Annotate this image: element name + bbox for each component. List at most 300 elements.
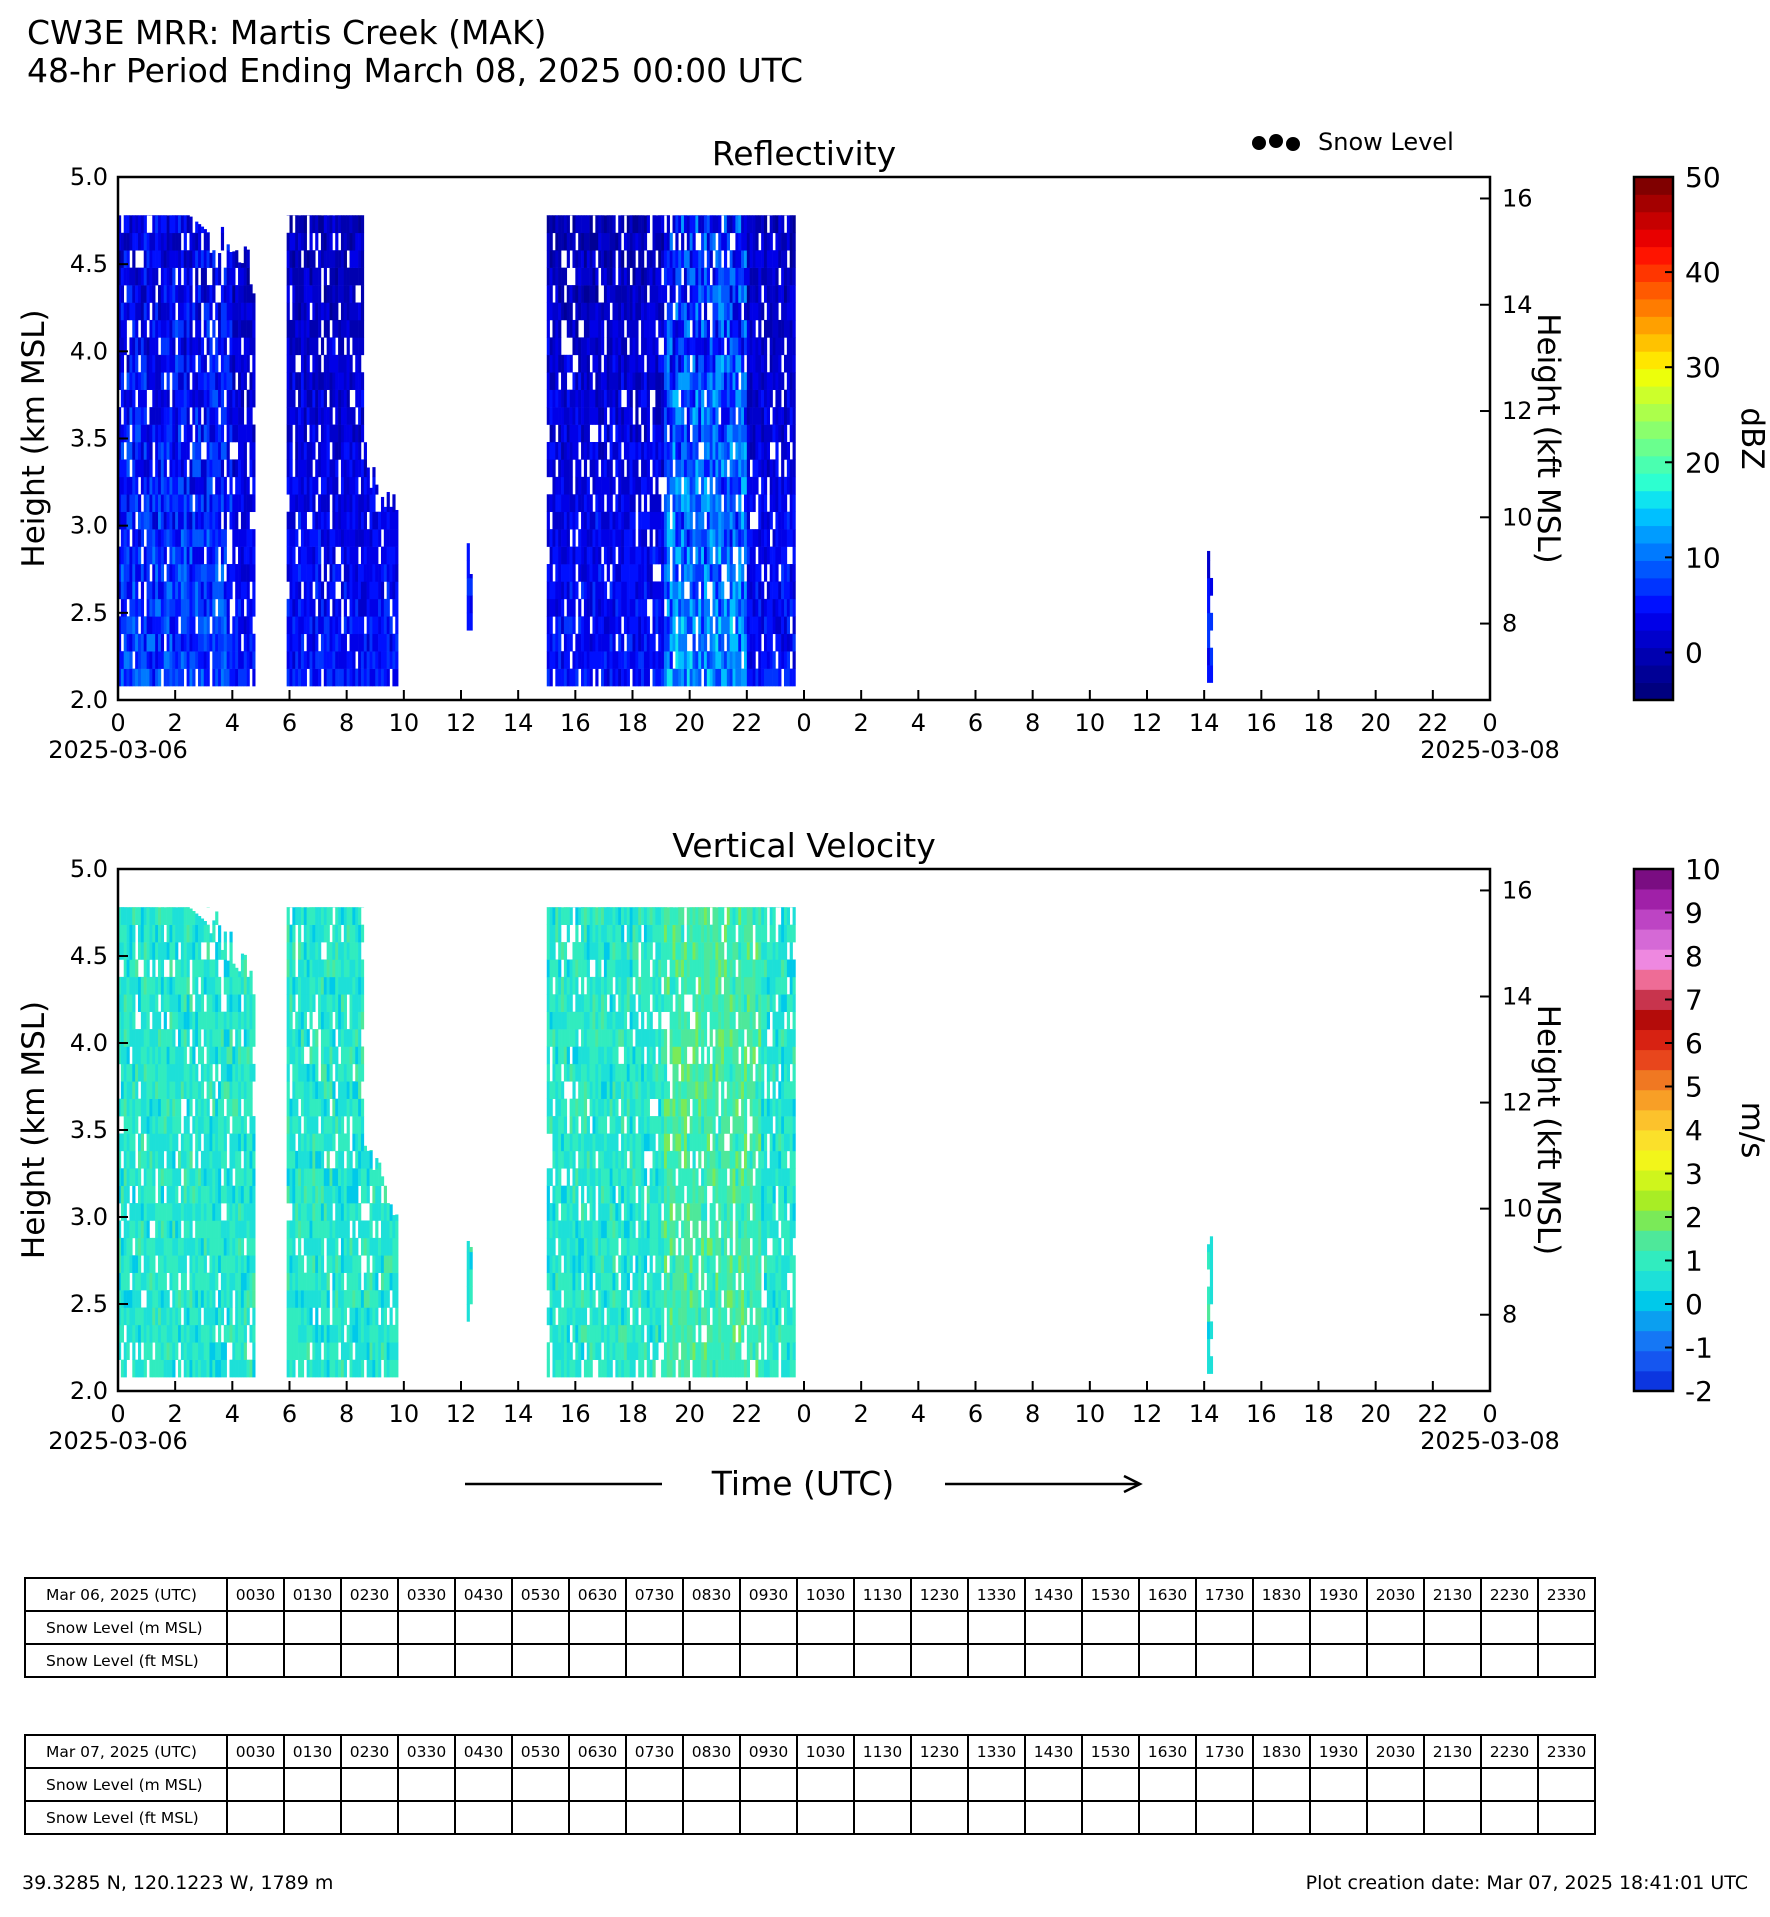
snow-table-cell <box>1310 1768 1367 1801</box>
snow-table-cell <box>1082 1801 1139 1834</box>
snow-table-cell <box>1025 1644 1082 1677</box>
snow-table-cell: 0930 <box>740 1735 797 1768</box>
snow-table-cell <box>1367 1768 1424 1801</box>
snow-table-cell: 1230 <box>911 1735 968 1768</box>
ytick-label-1-5: 4.5 <box>69 942 108 970</box>
snow-table-cell <box>797 1801 854 1834</box>
xtick-label-0-4: 8 <box>339 709 355 737</box>
snow-table-cell <box>1367 1611 1424 1644</box>
ytick-label-0-2: 3.0 <box>69 511 108 540</box>
snow-table-cell: 1930 <box>1310 1735 1367 1768</box>
snow-table-cell <box>227 1768 284 1801</box>
ytick-right-label-0-3: 14 <box>1502 290 1533 319</box>
snow-table-cell: 0830 <box>683 1735 740 1768</box>
snow-table-cell <box>683 1611 740 1644</box>
xtick-label-0-12: 0 <box>796 709 812 737</box>
snow-table-cell: 1030 <box>797 1735 854 1768</box>
xtick-label-1-3: 6 <box>281 1400 298 1428</box>
colorbar-swatch-0-15 <box>1634 421 1673 439</box>
cbtick-label-1-10: 8 <box>1685 940 1703 973</box>
snow-table-cell <box>569 1801 626 1834</box>
cbtick-label-1-2: 0 <box>1685 1288 1703 1321</box>
snow-table-cell: 0230 <box>341 1735 398 1768</box>
ytick-right-label-0-1: 10 <box>1502 503 1533 532</box>
snow-level-marker-1 <box>1252 136 1266 150</box>
xtick-label-0-9: 18 <box>617 709 648 737</box>
snow-table-cell <box>797 1768 854 1801</box>
ytick-label-1-2: 3.0 <box>69 1203 108 1231</box>
snow-table-cell: 2230 <box>1481 1578 1538 1611</box>
xtick-label-1-6: 12 <box>445 1400 477 1428</box>
snow-table-cell <box>1139 1768 1196 1801</box>
snow-table-cell: 0330 <box>398 1578 455 1611</box>
snow-level-marker-2 <box>1269 134 1283 148</box>
snow-table-cell <box>683 1644 740 1677</box>
snow-table-cell <box>1424 1801 1481 1834</box>
xtick-label-0-22: 20 <box>1360 709 1391 737</box>
snow-table-cell <box>455 1768 512 1801</box>
xtick-label-0-5: 10 <box>388 709 420 737</box>
xaxis-end-date-0: 2025-03-08 <box>1420 736 1560 764</box>
snow-table-cell <box>740 1768 797 1801</box>
snow-table-cell <box>968 1611 1025 1644</box>
xtick-label-0-8: 16 <box>560 709 591 737</box>
colorbar-swatch-0-28 <box>1634 194 1673 212</box>
ytick-right-label-1-0: 8 <box>1502 1300 1518 1329</box>
xtick-label-1-18: 12 <box>1131 1400 1163 1428</box>
snow-table-cell: 1330 <box>968 1578 1025 1611</box>
xtick-label-0-3: 6 <box>281 709 298 737</box>
snow-table-cell <box>341 1611 398 1644</box>
xtick-label-0-10: 20 <box>674 709 705 737</box>
snow-table-cell <box>1481 1801 1538 1834</box>
cbtick-label-1-8: 6 <box>1685 1027 1703 1060</box>
colorbar-swatch-0-4 <box>1634 613 1673 631</box>
snow-table-snow-level-m-row <box>25 1768 1595 1801</box>
snow-table-cell <box>911 1768 968 1801</box>
snow-table-cell: 2330 <box>1538 1735 1595 1768</box>
snow-table-cell: 0730 <box>626 1578 683 1611</box>
ytick-label-0-5: 4.5 <box>69 250 108 279</box>
snow-table-cell: 0730 <box>626 1735 683 1768</box>
colorbar-swatch-0-16 <box>1634 404 1673 422</box>
snow-table-cell <box>854 1801 911 1834</box>
colorbar-swatch-0-6 <box>1634 578 1673 596</box>
colorbar-swatch-0-5 <box>1634 595 1673 613</box>
snow-table-cell: 1630 <box>1139 1578 1196 1611</box>
colorbar-swatch-0-18 <box>1634 369 1673 387</box>
snow-table-cell <box>1538 1611 1595 1644</box>
ytick-label-0-4: 4.0 <box>69 337 108 366</box>
snow-table-cell <box>341 1768 398 1801</box>
snow-table-cell <box>797 1644 854 1677</box>
xtick-label-0-16: 8 <box>1025 709 1041 737</box>
colorbar-0 <box>1634 177 1673 700</box>
colorbar-swatch-1-25 <box>1634 869 1673 889</box>
colorbar-swatch-0-7 <box>1634 561 1673 579</box>
colorbar-swatch-1-20 <box>1634 969 1673 989</box>
snow-table-row-label: Snow Level (m MSL) <box>25 1768 227 1801</box>
snow-table-cell: 1830 <box>1253 1578 1310 1611</box>
xtick-label-1-9: 18 <box>617 1400 648 1428</box>
snow-table-cell <box>1196 1801 1253 1834</box>
xtick-label-0-24: 0 <box>1482 709 1498 737</box>
snow-level-legend-label: Snow Level <box>1318 128 1454 156</box>
ytick-label-0-1: 2.5 <box>69 598 108 627</box>
xtick-label-1-12: 0 <box>796 1400 812 1428</box>
ytick-label-1-6: 5.0 <box>69 855 108 883</box>
snow-table-cell: 0030 <box>227 1735 284 1768</box>
snow-table-cell: 0030 <box>227 1578 284 1611</box>
colorbar-swatch-1-7 <box>1634 1230 1673 1250</box>
snow-table-cell <box>512 1801 569 1834</box>
snow-table-cell <box>1538 1768 1595 1801</box>
xtick-label-1-19: 14 <box>1188 1400 1220 1428</box>
xtick-label-0-17: 10 <box>1074 709 1106 737</box>
snow-table-cell: 0130 <box>284 1578 341 1611</box>
cbtick-label-1-11: 9 <box>1685 896 1703 930</box>
xtick-label-1-20: 16 <box>1246 1400 1277 1428</box>
snow-table-cell <box>1367 1801 1424 1834</box>
snow-table-cell: 0530 <box>512 1735 569 1768</box>
xtick-label-1-7: 14 <box>502 1400 534 1428</box>
colorbar-swatch-1-9 <box>1634 1190 1673 1210</box>
colorbar-swatch-0-25 <box>1634 247 1673 265</box>
xtick-label-0-13: 2 <box>853 709 869 737</box>
cbtick-label-0-1: 10 <box>1685 541 1721 575</box>
snow-table-cell: 0630 <box>569 1735 626 1768</box>
xtick-label-1-16: 8 <box>1025 1400 1041 1428</box>
colorbar-swatch-0-23 <box>1634 282 1673 300</box>
snow-table-cell <box>227 1611 284 1644</box>
figure-title-line2: 48-hr Period Ending March 08, 2025 00:00 UTC <box>27 51 804 90</box>
heatmap-field-1 <box>118 907 1213 1377</box>
snow-table-cell <box>626 1768 683 1801</box>
snow-table-cell <box>455 1801 512 1834</box>
colorbar-swatch-0-26 <box>1634 229 1673 247</box>
snow-table-mar06 <box>24 1577 1596 1678</box>
snow-table-cell <box>740 1644 797 1677</box>
snow-table-cell <box>1082 1611 1139 1644</box>
snow-table-snow-level-ft-row <box>25 1801 1595 1834</box>
colorbar-swatch-1-16 <box>1634 1050 1673 1070</box>
colorbar-swatch-1-14 <box>1634 1090 1673 1110</box>
colorbar-swatch-1-24 <box>1634 889 1673 909</box>
colorbar-swatch-1-5 <box>1634 1271 1673 1291</box>
snow-table-cell <box>398 1768 455 1801</box>
ytick-right-label-1-1: 10 <box>1502 1194 1533 1223</box>
snow-table-snow-level-ft-row <box>25 1644 1595 1677</box>
snow-table-cell: 1130 <box>854 1578 911 1611</box>
snow-table-cell: 1530 <box>1082 1735 1139 1768</box>
time-axis-label: Time (UTC) <box>711 1464 895 1503</box>
snow-table-cell <box>683 1801 740 1834</box>
snow-table-row-label: Mar 06, 2025 (UTC) <box>25 1578 227 1611</box>
snow-table-mar07 <box>24 1734 1596 1835</box>
cbtick-label-1-7: 5 <box>1685 1070 1703 1104</box>
snow-table-cell: 2130 <box>1424 1735 1481 1768</box>
snow-table-cell <box>1424 1768 1481 1801</box>
cbtick-label-1-1: -1 <box>1685 1331 1713 1365</box>
xtick-label-0-18: 12 <box>1131 709 1163 737</box>
snow-table-cell <box>626 1801 683 1834</box>
snow-table-cell <box>911 1801 968 1834</box>
xtick-label-1-2: 4 <box>224 1400 240 1428</box>
ylabel-right-1: Height (kft MSL) <box>1530 1004 1566 1256</box>
snow-table-cell: 0430 <box>455 1578 512 1611</box>
snow-table-row-label: Snow Level (ft MSL) <box>25 1801 227 1834</box>
snow-table-cell <box>341 1801 398 1834</box>
xtick-label-0-21: 18 <box>1303 709 1334 737</box>
xtick-label-0-0: 0 <box>110 709 126 737</box>
ytick-label-0-0: 2.0 <box>69 686 108 714</box>
snow-table-cell: 1430 <box>1025 1578 1082 1611</box>
xtick-label-1-0: 0 <box>110 1400 126 1428</box>
snow-table-cell <box>284 1768 341 1801</box>
colorbar-label-0: dBZ <box>1734 407 1770 470</box>
colorbar-swatch-1-13 <box>1634 1110 1673 1130</box>
colorbar-swatch-0-27 <box>1634 212 1673 230</box>
xtick-label-0-1: 2 <box>167 709 183 737</box>
ylabel-left-0: Height (km MSL) <box>16 309 52 568</box>
colorbar-swatch-0-2 <box>1634 648 1673 666</box>
cbtick-label-0-5: 50 <box>1685 161 1721 194</box>
xtick-label-1-11: 22 <box>731 1400 763 1428</box>
xtick-label-1-23: 22 <box>1417 1400 1449 1428</box>
snow-table-snow-level-m-row <box>25 1611 1595 1644</box>
snow-table-cell: 1830 <box>1253 1735 1310 1768</box>
snow-table-cell <box>1481 1611 1538 1644</box>
snow-table-cell <box>911 1611 968 1644</box>
ytick-right-label-1-3: 14 <box>1502 982 1533 1011</box>
colorbar-swatch-0-0 <box>1634 683 1673 701</box>
snow-table-cell <box>512 1611 569 1644</box>
snow-table-cell <box>1538 1801 1595 1834</box>
snow-table-cell <box>626 1644 683 1677</box>
snow-table-cell: 1730 <box>1196 1578 1253 1611</box>
ytick-right-label-1-4: 16 <box>1502 876 1533 905</box>
xtick-label-0-2: 4 <box>224 709 240 737</box>
ytick-label-0-6: 5.0 <box>69 163 108 191</box>
snow-table-cell <box>1196 1611 1253 1644</box>
snow-table-row-label: Snow Level (ft MSL) <box>25 1644 227 1677</box>
colorbar-swatch-0-29 <box>1634 177 1673 195</box>
colorbar-swatch-1-17 <box>1634 1030 1673 1050</box>
snow-table-cell <box>398 1611 455 1644</box>
colorbar-swatch-0-9 <box>1634 526 1673 544</box>
xaxis-start-date-1: 2025-03-06 <box>48 1427 188 1455</box>
xtick-label-0-20: 16 <box>1246 709 1277 737</box>
ytick-right-label-1-2: 12 <box>1502 1088 1533 1117</box>
xtick-label-1-14: 4 <box>910 1400 926 1428</box>
colorbar-swatch-1-4 <box>1634 1291 1673 1311</box>
snow-table-header-row <box>25 1735 1595 1768</box>
snow-table-cell <box>398 1801 455 1834</box>
snow-table-cell: 0230 <box>341 1578 398 1611</box>
snow-table-cell <box>1025 1768 1082 1801</box>
panel-title-0: Reflectivity <box>711 134 897 173</box>
ytick-label-0-3: 3.5 <box>69 424 108 453</box>
snow-table-cell <box>968 1644 1025 1677</box>
xaxis-end-date-1: 2025-03-08 <box>1420 1427 1560 1455</box>
xtick-label-0-6: 12 <box>445 709 477 737</box>
snow-table-cell <box>968 1801 1025 1834</box>
xtick-label-1-10: 20 <box>674 1400 705 1428</box>
ytick-right-label-0-4: 16 <box>1502 184 1533 213</box>
colorbar-swatch-0-12 <box>1634 473 1673 491</box>
snow-table-cell <box>1367 1644 1424 1677</box>
snow-table-cell <box>1481 1768 1538 1801</box>
cbtick-label-1-5: 3 <box>1685 1157 1703 1191</box>
snow-table-row-label: Snow Level (m MSL) <box>25 1611 227 1644</box>
snow-table-cell <box>227 1801 284 1834</box>
xtick-label-0-23: 22 <box>1417 709 1449 737</box>
snow-table-cell: 0830 <box>683 1578 740 1611</box>
xtick-label-1-17: 10 <box>1074 1400 1106 1428</box>
snow-table-cell <box>512 1644 569 1677</box>
snow-table-cell <box>512 1768 569 1801</box>
cbtick-label-1-12: 10 <box>1685 853 1721 886</box>
snow-table-cell <box>854 1768 911 1801</box>
xtick-label-1-4: 8 <box>339 1400 355 1428</box>
snow-table-cell <box>569 1644 626 1677</box>
ytick-right-label-0-2: 12 <box>1502 397 1533 426</box>
snow-table-cell <box>1310 1644 1367 1677</box>
snow-table-cell <box>740 1611 797 1644</box>
snow-table-cell <box>1310 1611 1367 1644</box>
snow-table-cell <box>911 1644 968 1677</box>
snow-table-header-row <box>25 1578 1595 1611</box>
xaxis-start-date-0: 2025-03-06 <box>48 736 188 764</box>
colorbar-swatch-1-11 <box>1634 1150 1673 1170</box>
ytick-label-1-3: 3.5 <box>69 1116 108 1144</box>
plot-creation-date: Plot creation date: Mar 07, 2025 18:41:01 UTC <box>1305 1872 1748 1894</box>
colorbar-swatch-1-21 <box>1634 949 1673 969</box>
xtick-label-1-24: 0 <box>1482 1400 1498 1428</box>
snow-table-cell <box>1253 1768 1310 1801</box>
cbtick-label-0-3: 30 <box>1685 351 1721 385</box>
snow-table-cell: 2130 <box>1424 1578 1481 1611</box>
colorbar-swatch-0-3 <box>1634 630 1673 648</box>
snow-table-cell: 1030 <box>797 1578 854 1611</box>
snow-table-cell <box>854 1644 911 1677</box>
snow-table-cell <box>797 1611 854 1644</box>
snow-table-row-label: Mar 07, 2025 (UTC) <box>25 1735 227 1768</box>
snow-table-cell: 1230 <box>911 1578 968 1611</box>
colorbar-swatch-0-22 <box>1634 299 1673 317</box>
cbtick-label-1-0: -2 <box>1685 1375 1713 1408</box>
snow-table-cell <box>1424 1611 1481 1644</box>
snow-table-cell: 0430 <box>455 1735 512 1768</box>
colorbar-swatch-0-10 <box>1634 508 1673 526</box>
snow-table-cell <box>1025 1611 1082 1644</box>
cbtick-label-0-2: 20 <box>1685 446 1721 480</box>
cbtick-label-1-3: 1 <box>1685 1244 1703 1278</box>
colorbar-swatch-1-0 <box>1634 1371 1673 1391</box>
ytick-label-1-1: 2.5 <box>69 1290 108 1318</box>
snow-table-cell <box>284 1801 341 1834</box>
snow-table-cell: 0530 <box>512 1578 569 1611</box>
xtick-label-0-19: 14 <box>1188 709 1220 737</box>
snow-table-cell <box>1082 1644 1139 1677</box>
snow-table-cell <box>398 1644 455 1677</box>
colorbar-swatch-1-22 <box>1634 929 1673 949</box>
snow-table-cell: 1130 <box>854 1735 911 1768</box>
snow-table-cell <box>341 1644 398 1677</box>
ytick-label-1-0: 2.0 <box>69 1377 108 1405</box>
figure-title-line1: CW3E MRR: Martis Creek (MAK) <box>27 13 547 52</box>
snow-table-cell <box>1139 1644 1196 1677</box>
snow-table-cell: 1330 <box>968 1735 1025 1768</box>
colorbar-swatch-1-3 <box>1634 1311 1673 1331</box>
colorbar-swatch-1-1 <box>1634 1351 1673 1371</box>
snow-table-cell <box>683 1768 740 1801</box>
ylabel-left-1: Height (km MSL) <box>16 1000 52 1260</box>
xtick-label-1-1: 2 <box>167 1400 183 1428</box>
xtick-label-1-8: 16 <box>560 1400 591 1428</box>
cbtick-label-1-4: 2 <box>1685 1201 1703 1234</box>
snow-table-cell <box>227 1644 284 1677</box>
cbtick-label-1-9: 7 <box>1685 983 1703 1017</box>
snow-table-cell <box>1253 1801 1310 1834</box>
snow-table-cell <box>1253 1644 1310 1677</box>
snow-table-cell <box>1424 1644 1481 1677</box>
snow-table-cell <box>740 1801 797 1834</box>
snow-table-cell: 0930 <box>740 1578 797 1611</box>
colorbar-swatch-0-13 <box>1634 456 1673 474</box>
xtick-label-0-14: 4 <box>910 709 926 737</box>
colorbar-swatch-0-11 <box>1634 491 1673 509</box>
snow-table-cell: 0130 <box>284 1735 341 1768</box>
snow-table-cell <box>1538 1644 1595 1677</box>
snow-table-cell <box>854 1611 911 1644</box>
snow-table-cell <box>626 1611 683 1644</box>
xtick-label-1-22: 20 <box>1360 1400 1391 1428</box>
snow-table-cell: 0330 <box>398 1735 455 1768</box>
snow-table-cell: 2030 <box>1367 1578 1424 1611</box>
colorbar-swatch-0-1 <box>1634 665 1673 683</box>
cbtick-label-0-4: 40 <box>1685 256 1721 290</box>
snow-table-cell: 1930 <box>1310 1578 1367 1611</box>
xtick-label-0-7: 14 <box>502 709 534 737</box>
snow-table-cell <box>1139 1611 1196 1644</box>
snow-table-cell: 0630 <box>569 1578 626 1611</box>
colorbar-swatch-1-18 <box>1634 1010 1673 1030</box>
snow-table-cell: 1530 <box>1082 1578 1139 1611</box>
snow-table-cell: 1730 <box>1196 1735 1253 1768</box>
station-location: 39.3285 N, 120.1223 W, 1789 m <box>22 1872 334 1894</box>
snow-table-cell: 1430 <box>1025 1735 1082 1768</box>
cbtick-label-0-0: 0 <box>1685 636 1703 670</box>
snow-table-cell <box>1196 1644 1253 1677</box>
snow-table-cell <box>1310 1801 1367 1834</box>
snow-table-cell <box>968 1768 1025 1801</box>
colorbar-swatch-0-21 <box>1634 316 1673 334</box>
snow-table-cell <box>569 1768 626 1801</box>
snow-table-cell: 2330 <box>1538 1578 1595 1611</box>
ylabel-right-0: Height (kft MSL) <box>1530 313 1566 564</box>
xtick-label-1-13: 2 <box>853 1400 869 1428</box>
xtick-label-0-11: 22 <box>731 709 763 737</box>
xtick-label-0-15: 6 <box>967 709 984 737</box>
colorbar-swatch-0-17 <box>1634 386 1673 404</box>
xtick-label-1-21: 18 <box>1303 1400 1334 1428</box>
heatmap-field-0 <box>118 215 1213 686</box>
snow-table-cell <box>1082 1768 1139 1801</box>
colorbar-label-1: m/s <box>1734 1101 1770 1159</box>
snow-table-cell: 2030 <box>1367 1735 1424 1768</box>
snow-table-cell <box>1253 1611 1310 1644</box>
